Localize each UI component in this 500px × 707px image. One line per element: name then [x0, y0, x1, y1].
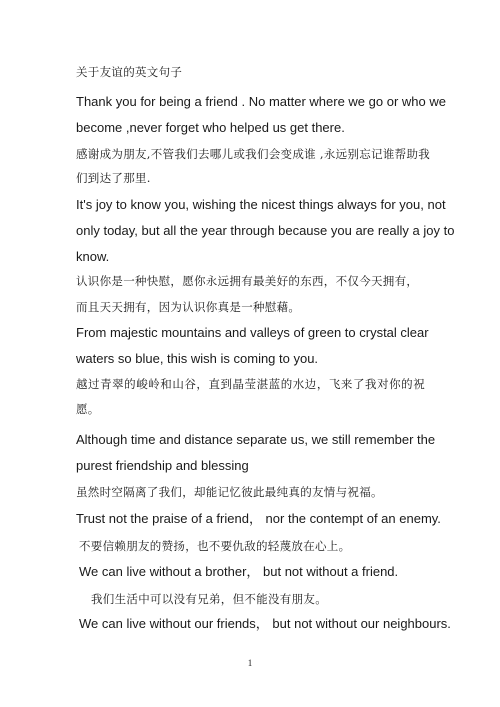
text-line: 我们生活中可以没有兄弟，但不能没有朋友。 [91, 592, 327, 606]
text-line: We can live without our friends， but not without our neighbours. [79, 616, 451, 631]
text-line: It's joy to know you, wishing the nicest things always for you, not [76, 197, 446, 212]
text-line: 愿。 [76, 402, 100, 416]
text-line: 虽然时空隔离了我们，却能记忆彼此最纯真的友情与祝福。 [76, 485, 383, 499]
text-line: become ,never forget who helped us get there. [76, 120, 345, 135]
page-number: 1 [247, 658, 253, 668]
text-line: We can live without a brother， but not without a friend. [79, 564, 399, 579]
text-line: From majestic mountains and valleys of green to crystal clear [76, 325, 429, 340]
text-line: Trust not the praise of a friend， nor the contempt of an enemy. [76, 511, 441, 526]
text-line: Thank you for being a friend . No matter where we go or who we [76, 94, 446, 109]
text-line: 不要信赖朋友的赞扬，也不要仇敌的轻蔑放在心上。 [79, 539, 351, 553]
text-line: only today, but all the year through because you are really a joy to [76, 223, 455, 238]
text-line: know. [76, 249, 110, 264]
text-line: Although time and distance separate us, we still remember the [76, 432, 436, 447]
text-line: purest friendship and blessing [76, 458, 249, 473]
text-line: 们到达了那里. [76, 171, 151, 185]
text-line: 认识你是一种快慰，愿你永远拥有最美好的东西，不仅今天拥有， [76, 274, 419, 288]
text-line: 而且天天拥有，因为认识你真是一种慰藉。 [76, 300, 301, 314]
document-title: 关于友谊的英文句子 [76, 65, 183, 79]
text-line: 越过青翠的峻岭和山谷，直到晶莹湛蓝的水边，飞来了我对你的祝 [76, 377, 425, 391]
text-line: waters so blue, this wish is coming to you. [76, 351, 319, 366]
text-line: 感谢成为朋友,不管我们去哪儿或我们会变成谁 ,永远别忘记谁帮助我 [76, 147, 431, 161]
